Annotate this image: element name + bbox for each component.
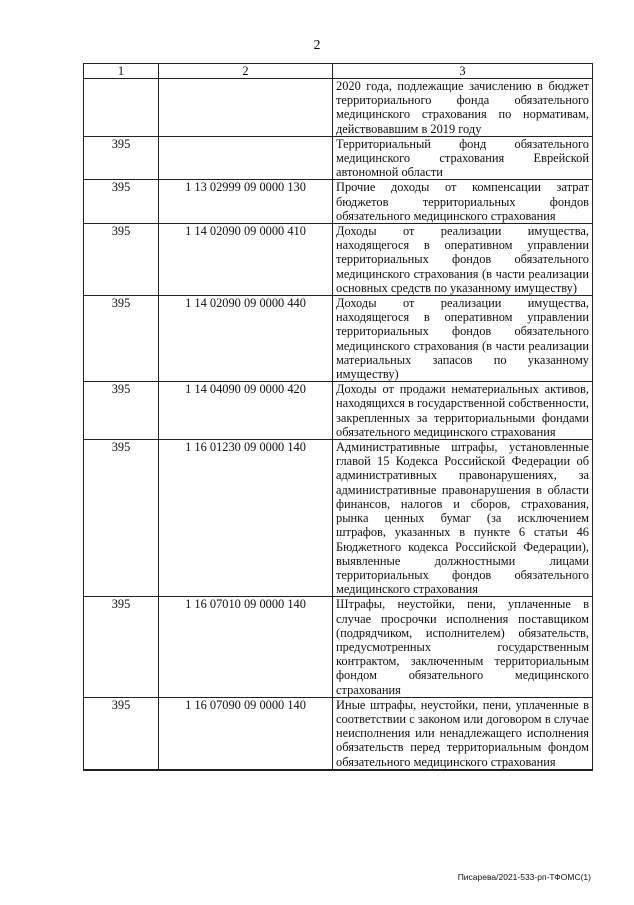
admin-code-cell	[84, 769, 159, 770]
admin-code-cell: 395	[84, 136, 159, 180]
table-row	[84, 697, 593, 769]
revenue-codes-table	[83, 63, 593, 771]
description-cell	[333, 769, 593, 770]
admin-code-cell: 395	[84, 382, 159, 440]
admin-code-cell	[84, 79, 159, 137]
document-footer-reference: Писарева/2021-533-рп-ТФОМС(1)	[457, 872, 591, 882]
kbk-code-cell: 1 14 02090 09 0000 410	[159, 224, 333, 296]
description-cell: Административные штрафы, установленные главой 15 Кодекса Российской Федерации об административных правонарушениях, за административные правонарушения в области финансов, налогов и сборов, страхования, рынка ценных бумаг (за исключением штрафов, указанных в пункте 6 статьи 46 Бюджетного кодекса Российской Федерации), выявленные должностными лицами территориальных фондов обязательного медицинского страхования	[333, 440, 593, 597]
kbk-code-cell	[159, 136, 333, 180]
page-number: 2	[313, 38, 321, 53]
admin-code-cell: 395	[84, 597, 159, 697]
kbk-code-cell: 1 16 07010 09 0000 140	[159, 597, 333, 697]
description-cell: Доходы от продажи нематериальных активов, находящихся в государственной собственности, закрепленных за территориальными фондами обязательного медицинского страхования	[333, 382, 593, 440]
kbk-code-cell	[159, 769, 333, 770]
table-row	[84, 296, 593, 382]
description-cell: Штрафы, неустойки, пени, уплаченные в случае просрочки исполнения поставщиком (подрядчиком, исполнителем) обязательств, предусмотренных государственным контрактом, заключенным территориальным фондом обязательного медицинского страхования	[333, 597, 593, 697]
kbk-code-cell: 1 14 02090 09 0000 440	[159, 296, 333, 382]
header-col-2: 2	[159, 64, 333, 79]
admin-code-cell: 395	[84, 697, 159, 769]
description-cell: Территориальный фонд обязательного медицинского страхования Еврейской автономной области	[333, 136, 593, 180]
admin-code-cell: 395	[84, 224, 159, 296]
table-row	[84, 597, 593, 697]
table-row	[84, 769, 593, 770]
description-cell: Иные штрафы, неустойки, пени, уплаченные в соответствии с законом или договором в случае неисполнения или ненадлежащего исполнения обязательств перед территориальным фондом обязательного медицинского страхования	[333, 697, 593, 769]
table-row	[84, 224, 593, 296]
description-cell: 2020 года, подлежащие зачислению в бюджет территориального фонда обязательного медицинского страхования по нормативам, действовавшим в 2019 году	[333, 79, 593, 137]
kbk-code-cell	[159, 79, 333, 137]
table-row	[84, 440, 593, 597]
kbk-code-cell: 1 13 02999 09 0000 130	[159, 180, 333, 224]
table-header-row	[84, 64, 593, 79]
table-row	[84, 79, 593, 137]
header-col-3: 3	[333, 64, 593, 79]
table-row	[84, 382, 593, 440]
header-col-1: 1	[84, 64, 159, 79]
description-cell: Прочие доходы от компенсации затрат бюджетов территориальных фондов обязательного медицинского страхования	[333, 180, 593, 224]
kbk-code-cell: 1 16 01230 09 0000 140	[159, 440, 333, 597]
description-cell: Доходы от реализации имущества, находящегося в оперативном управлении территориальных фондов обязательного медицинского страхования (в части реализации основных средств по указанному имуществу)	[333, 224, 593, 296]
table-row	[84, 180, 593, 224]
admin-code-cell: 395	[84, 180, 159, 224]
admin-code-cell: 395	[84, 440, 159, 597]
admin-code-cell: 395	[84, 296, 159, 382]
table-row	[84, 136, 593, 180]
kbk-code-cell: 1 16 07090 09 0000 140	[159, 697, 333, 769]
description-cell: Доходы от реализации имущества, находящегося в оперативном управлении территориальных фондов обязательного медицинского страхования (в части реализации материальных запасов по указанному имуществу)	[333, 296, 593, 382]
kbk-code-cell: 1 14 04090 09 0000 420	[159, 382, 333, 440]
